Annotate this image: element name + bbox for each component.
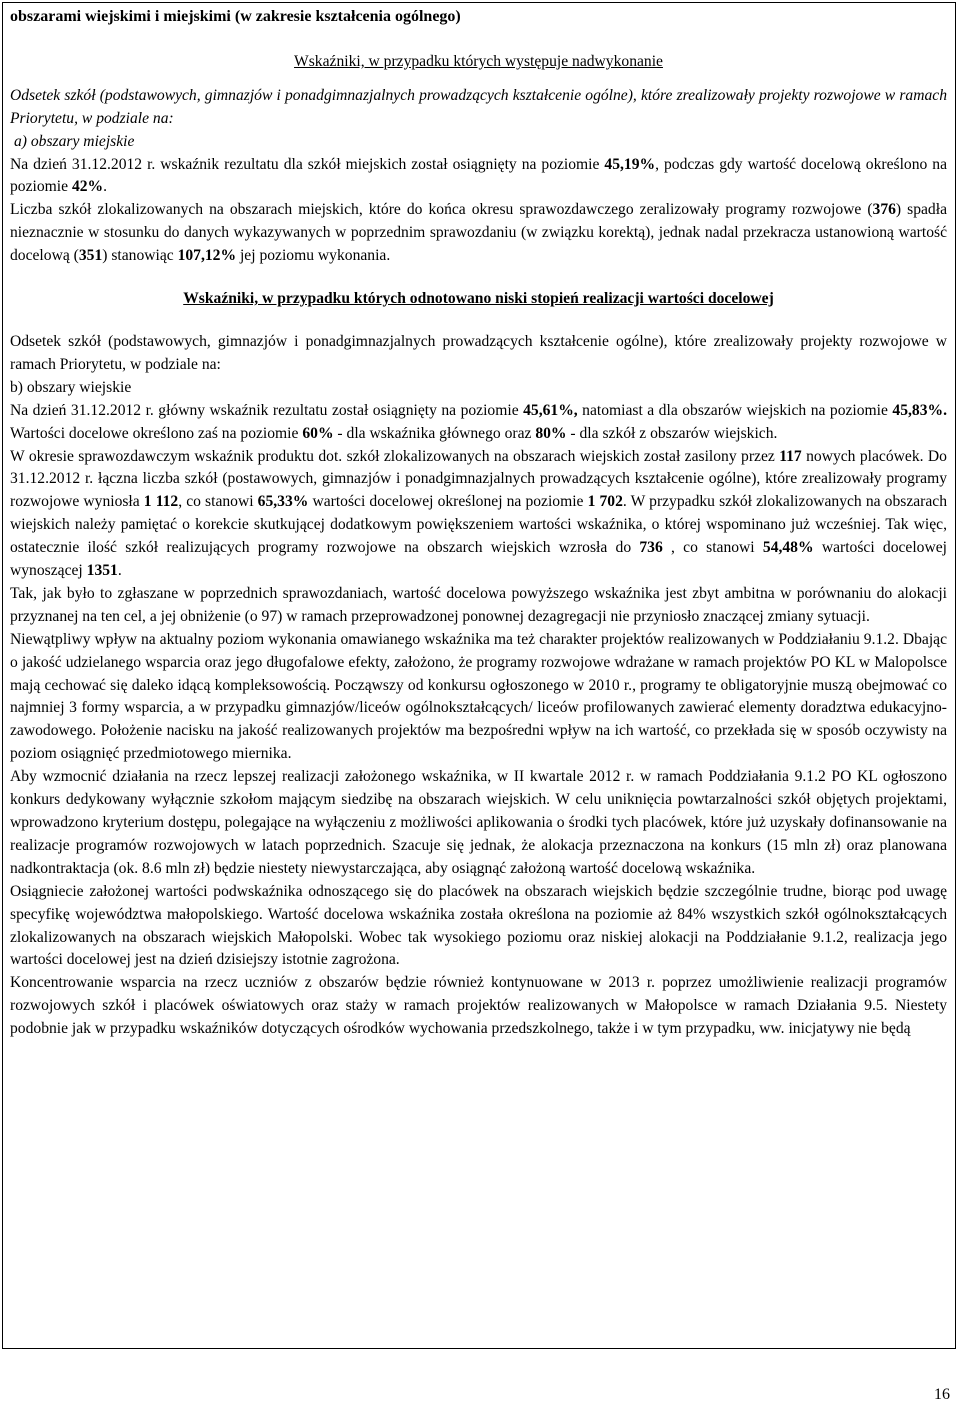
text-run: , co stanowi [178, 493, 258, 511]
section1-intro: Odsetek szkół (podstawowych, gimnazjów i ponadgimnazjalnych prowadzących kształcenie ogólne), które zrealizowały projekty rozwojowe w ramach Priorytetu, w podziale na: [10, 86, 947, 127]
value-highlight: 117 [779, 447, 802, 465]
value-highlight: 80% [535, 424, 567, 442]
value-highlight: 45,61%, [523, 401, 578, 419]
section2-paragraph-7: Koncentrowanie wsparcia na rzecz uczniów z obszarów będzie również kontynuowane w 2013 r. poprzez umożliwienie realizacji programów rozwojowych szkół i placówek oświatowych oraz staży w ramach projektów realizowanych w Małopolsce w ramach Działania 9.5. Niestety podobnie jak w przypadku wskaźników dotyczących ośrodków wychowania przedszkolnego, także i w tym przypadku, ww. inicjatywy nie będą [10, 974, 947, 1038]
section2-paragraph-6: Osiągniecie założonej wartości podwskaźnika odnoszącego się do placówek na obszarach wiejskich będzie szczególnie trudne, biorąc pod uwagę specyfikę województwa małopolskiego. Wartość docelowa wskaźnika została określona na poziomie aż 84% wszystkich szkół ogólnokształcących zlokalizowanych na obszarach wiejskich Małopolski. Wobec tak wysokiego poziomu oraz niskiej alokacji na Poddziałanie 9.1.2, realizacja jego wartości docelowej jest na dzień dzisiejszy istotnie zagrożona. [10, 882, 947, 969]
value-highlight: 65,33% [257, 493, 309, 511]
section2-paragraph-2 [10, 446, 947, 583]
text-run: jej poziomu wykonania. [236, 247, 391, 265]
section-title-overperformance: Wskaźniki, w przypadku których występuje nadwykonanie [294, 52, 663, 70]
continued-heading: obszarami wiejskimi i miejskimi (w zakresie kształcenia ogólnego) [10, 8, 461, 25]
text-run: . W przypadku szkół zlokalizowanych na obszarach wiejskich należy pamiętać o korekcie skutkującej dodatkowym powiększeniem wartości wskaźnika, o której wspominano już wcześniej. Tak więc, ostatecznie ilość szkół realizujących programy rozwojowe na obszarch wiejskich wzrosła do [10, 493, 947, 557]
text-run: - dla szkół z obszarów wiejskich. [566, 424, 778, 442]
text-run: wartości docelowej określonej na poziomie [308, 493, 588, 511]
text-run: Na dzień 31.12.2012 r. wskaźnik rezultatu dla szkół miejskich został osiągnięty na poziomie [10, 155, 605, 173]
section2-paragraph-3: Tak, jak było to zgłaszane w poprzednich sprawozdaniach, wartość docelowa powyższego wskaźnika jest zbyt ambitna w porównaniu do alokacji przyznanej na ten cel, a jej obniżenie (o 97) w ramach przeprowadzonej ponownej dezagregacji nie przyniosło znaczącej zmiany sytuacji. [10, 584, 947, 625]
value-highlight: 1351 [86, 562, 118, 580]
section-title-low-realization: Wskaźniki, w przypadku których odnotowano niski stopień realizacji wartości docelowej [183, 290, 774, 308]
section2-paragraph-5: Aby wzmocnić działania na rzecz lepszej realizacji założonego wskaźnika, w II kwartale 2012 r. w ramach Poddziałania 9.1.2 PO KL ogłoszono konkurs dedykowany wyłącznie szkołom mającym siedzibę na obszarach wiejskich. W celu uniknięcia powtarzalności szkół objętych projektami, wprowadzono kryterium dostępu, polegające na wyłączeniu z możliwości aplikowania o środki tych placówek, które już uzyskały dofinansowanie na realizacje programów rozwojowych w latach poprzednich. Szacuje się jednak, że alokacja przeznaczona na konkurs (15 mln zł) oraz planowana nadkontraktacja (ok. 8.6 mln zł) będzie niestety niewystarczająca, aby osiągnąć założoną wartość docelową wskaźnika. [10, 768, 947, 877]
text-run: W okresie sprawozdawczym wskaźnik produktu dot. szkół zlokalizowanych na obszarach wiejskich został zasilony przez [10, 447, 780, 465]
text-run: wartości docelowej wynoszącej [10, 539, 947, 580]
value-highlight: 60% [302, 424, 334, 442]
section2-paragraph-4: Niewątpliwy wpływ na aktualny poziom wykonania omawianego wskaźnika ma też charakter projektów realizowanych w Poddziałaniu 9.1.2. Dbając o jakość udzielanego wsparcia oraz jego długofalowe efekty, założono, że programy rozwojowe wdrażane w ramach projektów PO KL w Malopolsce mają cechować się daleko idącą kompleksowością. Począwszy od konkursu ogłoszonego w 2010 r., programy te obligatoryjnie muszą obejmować co najmniej 3 formy wsparcia, a w przypadku gimnazjów/liceów ogólnokształcących/ liceów profilowanych zawierać elementy doradztwa edukacyjno-zawodowego. Położenie nacisku na jakość realizowanych projektów ma bezpośredni wpływ na ich wartość, co przekłada się w sposób oczywisty na poziom osiągnięć przedmiotowego miernika. [10, 630, 947, 763]
value-highlight: 1 112 [143, 493, 179, 511]
section2-subheading: b) obszary wiejskie [10, 378, 132, 396]
value-highlight: 107,12% [177, 247, 237, 265]
value-highlight: 351 [78, 247, 103, 265]
text-run: natomiast a dla obszarów wiejskich na poziomie [577, 401, 893, 419]
text-run: , co stanowi [662, 539, 763, 557]
text-run: . [117, 562, 122, 580]
text-run: nowych placówek. Do 31.12.2012 r. łączna liczba szkół (postawowych, gimnazjów i ponadgimnazjalnych prowadzących kształcenie ogólne), które zrealizowały programy rozwojowe wyniosła [10, 447, 947, 511]
text-run: . [103, 178, 108, 196]
page-number: 16 [934, 1386, 950, 1403]
text-run: ) spadła nieznacznie w stosunku do danych wykazywanych w poprzednim sprawozdaniu (w związku korektą), jednak nadal przekracza ustanowioną wartość docelową ( [10, 201, 947, 265]
text-run: Wartości docelowe określono zaś na poziomie [10, 424, 303, 442]
section1-paragraph-2 [10, 199, 947, 268]
text-run: , podczas gdy wartość docelową określono na poziomie [10, 155, 947, 196]
document-body [10, 6, 947, 1041]
value-highlight: 42% [71, 178, 104, 196]
text-run: - dla wskaźnika głównego oraz [333, 424, 536, 442]
value-highlight: 376 [872, 201, 896, 219]
text-run: ) stanowiąc [102, 247, 178, 265]
section2-paragraph-1 [10, 400, 947, 446]
value-highlight: 1 702 [587, 493, 623, 511]
section1-subheading: a) obszary miejskie [14, 132, 135, 150]
value-highlight: 45,83%. [892, 401, 947, 419]
section2-intro: Odsetek szkół (podstawowych, gimnazjów i ponadgimnazjalnych prowadzących kształcenie ogólne), które zrealizowały projekty rozwojowe w ramach Priorytetu, w podziale na: [10, 332, 947, 373]
value-highlight: 54,48% [762, 539, 814, 557]
text-run: Na dzień 31.12.2012 r. główny wskaźnik rezultatu został osiągnięty na poziomie [10, 401, 524, 419]
text-run: Liczba szkół zlokalizowanych na obszarach miejskich, które do końca okresu sprawozdawczego zeralizowały programy rozwojowe ( [10, 201, 873, 219]
value-highlight: 45,19% [604, 155, 656, 173]
section1-paragraph-1 [10, 154, 947, 200]
value-highlight: 736 [639, 539, 663, 557]
